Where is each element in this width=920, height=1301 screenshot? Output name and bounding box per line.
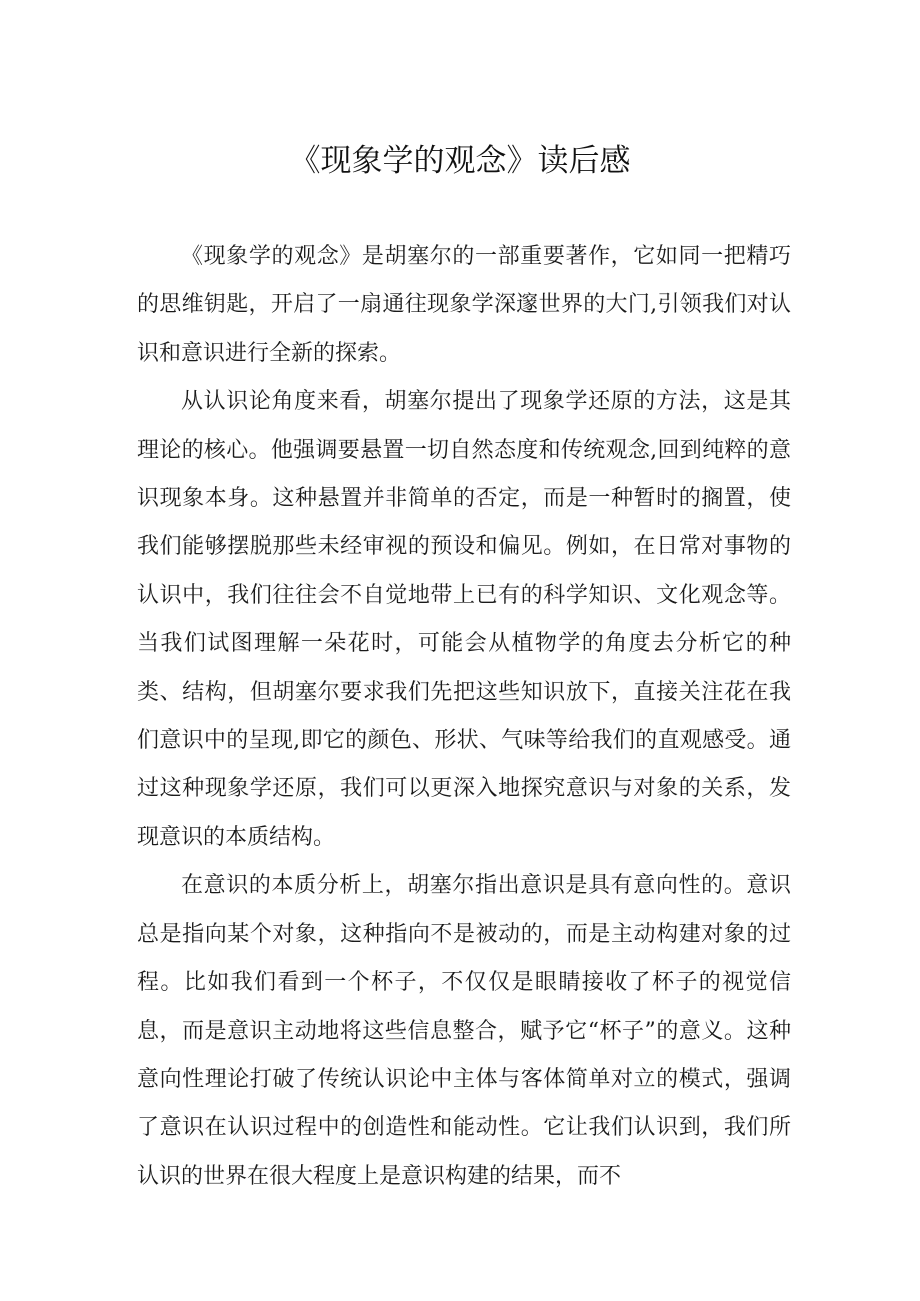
paragraph-phenomenological-reduction: 从认识论角度来看，胡塞尔提出了现象学还原的方法，这是其理论的核心。他强调要悬置一切自然态度和传统观念,回到纯粹的意识现象本身。这种悬置并非简单的否定，而是一种暂时的搁置，使我们能够摆脱那些未经审视的预设和偏见。例如，在日常对事物的认识中，我们往往会不自觉地带上已有的科学知识、文化观念等。当我们试图理解一朵花时，可能会从植物学的角度去分析它的种类、结构，但胡塞尔要求我们先把这些知识放下，直接关注花在我们意识中的呈现,即它的颜色、形状、气味等给我们的直观感受。通过这种现象学还原，我们可以更深入地探究意识与对象的关系，发现意识的本质结构。 bbox=[137, 389, 791, 850]
paragraph-intro: 《现象学的观念》是胡塞尔的一部重要著作，它如同一把精巧的思维钥匙，开启了一扇通往现象学深邃世界的大门,引领我们对认识和意识进行全新的探索。 bbox=[137, 244, 791, 366]
paragraph-intentionality: 在意识的本质分析上，胡塞尔指出意识是具有意向性的。意识总是指向某个对象，这种指向不是被动的，而是主动构建对象的过程。比如我们看到一个杯子，不仅仅是眼睛接收了杯子的视觉信息，而是意识主动地将这些信息整合，赋予它“杯子”的意义。这种意向性理论打破了传统认识论中主体与客体简单对立的模式，强调了意识在认识过程中的创造性和能动性。它让我们认识到，我们所认识的世界在很大程度上是意识构建的结果，而不 bbox=[137, 873, 791, 1189]
document-body bbox=[137, 233, 791, 1201]
document-title: 《现象学的观念》读后感 bbox=[289, 143, 631, 179]
